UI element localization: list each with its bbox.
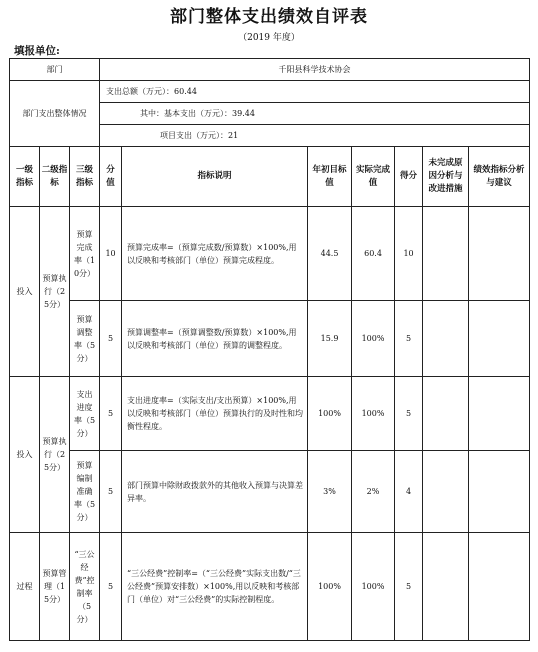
col-l1: 一级指标 [10,147,40,207]
initial-cell: 100% [308,533,352,641]
actual-cell: 2% [352,451,395,533]
l3-cell: 支出进度率（5分） [70,377,100,451]
l3-cell: 预算调整率（5分） [70,301,100,377]
col-score: 分值 [100,147,122,207]
overall-label: 部门支出整体情况 [10,81,100,147]
got-cell: 5 [395,377,423,451]
l3-cell: 预算完成率（10分） [70,207,100,301]
l2-cell: 预算执行（25分） [40,207,70,377]
desc-cell: 部门预算中除财政拨款外的其他收入预算与决算差异率。 [122,451,308,533]
initial-cell: 100% [308,377,352,451]
score-cell: 10 [100,207,122,301]
advice-cell [469,533,530,641]
l3-cell: “三公经费”控制率（5分） [70,533,100,641]
table-row [10,301,530,377]
col-l3: 三级指标 [70,147,100,207]
score-cell: 5 [100,301,122,377]
score-cell: 5 [100,533,122,641]
col-l2: 二级指标 [40,147,70,207]
desc-cell: 预算完成率=（预算完成数/预算数）×100%,用以反映和考核部门（单位）预算完成程度。 [122,207,308,301]
table-row [10,377,530,451]
l1-cell: 过程 [10,533,40,641]
l1-cell: 投入 [10,377,40,533]
l3-cell: 预算编制准确率（5分） [70,451,100,533]
filing-unit-label: 填报单位: [14,45,60,57]
col-initial: 年初目标值 [308,147,352,207]
desc-cell: 预算调整率=（预算调整数/预算数）×100%,用以反映和考核部门（单位）预算的调整程度。 [122,301,308,377]
col-advice: 绩效指标分析与建议 [469,147,530,207]
actual-cell: 100% [352,301,395,377]
table-row [10,451,530,533]
advice-cell [469,451,530,533]
l2-cell: 预算执行（25分） [40,377,70,533]
reason-cell [423,377,469,451]
total-expense: 支出总额（万元）：60.44 [100,81,530,103]
dept-name: 千阳县科学技术协会 [100,59,530,81]
col-got: 得分 [395,147,423,207]
got-cell: 10 [395,207,423,301]
actual-cell: 100% [352,377,395,451]
desc-cell: 支出进度率=（实际支出/支出预算）×100%,用以反映和考核部门（单位）预算执行的及时性和均衡性程度。 [122,377,308,451]
score-cell: 5 [100,451,122,533]
project-expense: 项目支出（万元）：21 [100,125,530,147]
initial-cell: 44.5 [308,207,352,301]
got-cell: 4 [395,451,423,533]
score-cell: 5 [100,377,122,451]
reason-cell [423,301,469,377]
table-row [10,533,530,641]
advice-cell [469,377,530,451]
evaluation-table [9,58,530,641]
desc-cell: “三公经费”控制率=（“三公经费”实际支出数/“三公经费”预算安排数）×100%,用以反映和考核部门（单位）对“三公经费”的实际控制程度。 [122,533,308,641]
col-reason: 未完成原因分析与改进措施 [423,147,469,207]
report-year: （2019 年度） [238,33,300,43]
advice-cell [469,207,530,301]
column-header-row [10,147,530,207]
dept-label: 部门 [10,59,100,81]
reason-cell [423,451,469,533]
page-title: 部门整体支出绩效自评表 [170,7,368,27]
got-cell: 5 [395,533,423,641]
l1-cell: 投入 [10,207,40,377]
reason-cell [423,533,469,641]
col-actual: 实际完成值 [352,147,395,207]
initial-cell: 3% [308,451,352,533]
advice-cell [469,301,530,377]
actual-cell: 60.4 [352,207,395,301]
got-cell: 5 [395,301,423,377]
initial-cell: 15.9 [308,301,352,377]
col-desc: 指标说明 [122,147,308,207]
reason-cell [423,207,469,301]
l2-cell: 预算管理（15分） [40,533,70,641]
total-row [10,81,530,103]
basic-expense: 其中：基本支出（万元）：39.44 [100,103,530,125]
actual-cell: 100% [352,533,395,641]
dept-row [10,59,530,81]
table-row [10,207,530,301]
